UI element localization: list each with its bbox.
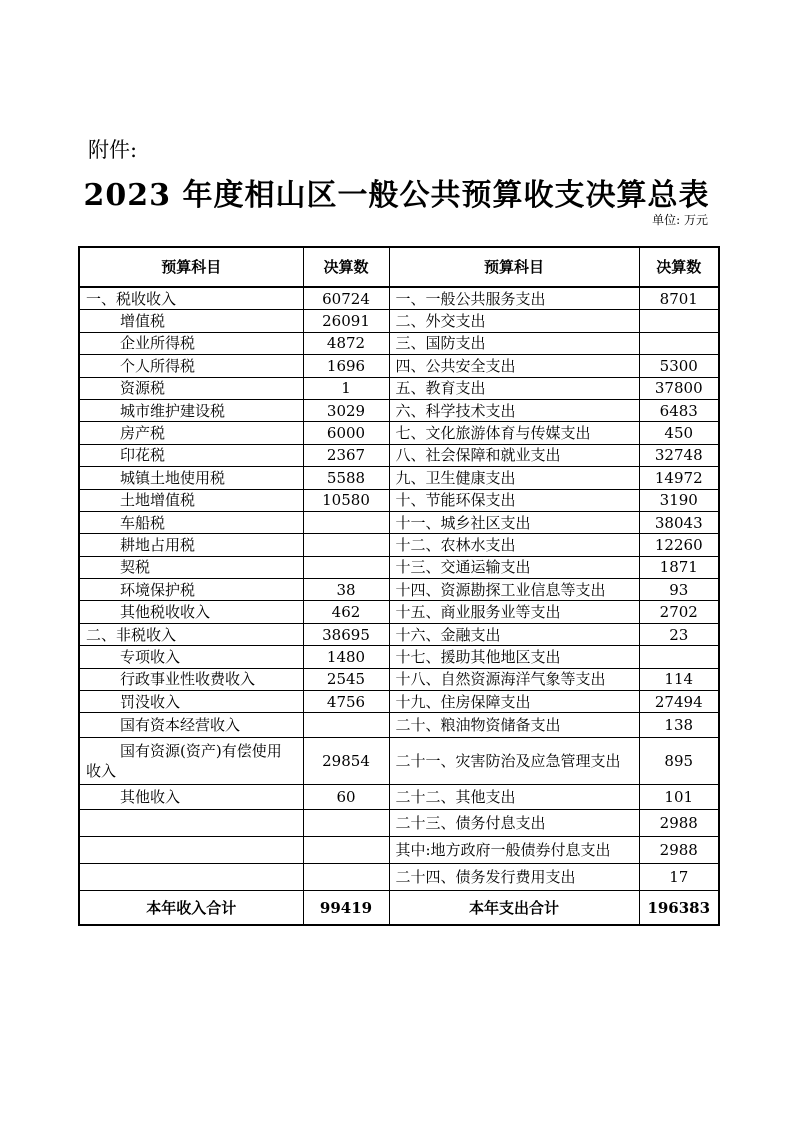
income-subject (79, 837, 303, 864)
expense-amount: 138 (639, 713, 719, 738)
expense-amount: 2988 (639, 810, 719, 837)
expense-subject: 二十四、债务发行费用支出 (389, 864, 639, 891)
income-subject (79, 864, 303, 891)
expense-subject: 十三、交通运输支出 (389, 556, 639, 578)
income-amount: 5588 (303, 467, 389, 489)
income-amount (303, 810, 389, 837)
expense-amount: 895 (639, 738, 719, 785)
table-row (79, 534, 719, 556)
attachment-label: 附件: (88, 138, 138, 162)
expense-subject: 六、科学技术支出 (389, 399, 639, 421)
table-row (79, 601, 719, 623)
income-amount (303, 864, 389, 891)
income-subject: 城市维护建设税 (79, 399, 303, 421)
expense-amount: 2702 (639, 601, 719, 623)
expense-total-value: 196383 (639, 891, 719, 926)
income-total-value: 99419 (303, 891, 389, 926)
income-subject: 环境保护税 (79, 579, 303, 601)
income-amount (303, 837, 389, 864)
table-row (79, 738, 719, 785)
income-subject: 其他收入 (79, 785, 303, 810)
income-amount: 10580 (303, 489, 389, 511)
expense-amount: 450 (639, 422, 719, 444)
income-subject: 二、非税收入 (79, 623, 303, 645)
income-subject: 其他税收收入 (79, 601, 303, 623)
table-row (79, 646, 719, 668)
income-subject: 企业所得税 (79, 332, 303, 354)
expense-subject: 其中:地方政府一般债券付息支出 (389, 837, 639, 864)
table-row (79, 623, 719, 645)
table-row (79, 399, 719, 421)
expense-amount: 3190 (639, 489, 719, 511)
income-subject: 土地增值税 (79, 489, 303, 511)
expense-subject: 四、公共安全支出 (389, 355, 639, 377)
expense-subject: 十六、金融支出 (389, 623, 639, 645)
expense-amount: 27494 (639, 691, 719, 713)
expense-amount: 6483 (639, 399, 719, 421)
table-row (79, 422, 719, 444)
expense-subject: 二、外交支出 (389, 310, 639, 332)
table-row (79, 691, 719, 713)
expense-amount-header: 决算数 (639, 247, 719, 287)
income-subject: 资源税 (79, 377, 303, 399)
expense-amount (639, 646, 719, 668)
expense-subject: 五、教育支出 (389, 377, 639, 399)
income-amount: 1696 (303, 355, 389, 377)
income-subject: 行政事业性收费收入 (79, 668, 303, 690)
income-amount: 38695 (303, 623, 389, 645)
income-amount: 462 (303, 601, 389, 623)
income-subject: 印花税 (79, 444, 303, 466)
income-amount: 38 (303, 579, 389, 601)
expense-subject: 十四、资源勘探工业信息等支出 (389, 579, 639, 601)
table-row (79, 489, 719, 511)
income-amount: 4756 (303, 691, 389, 713)
income-amount-header: 决算数 (303, 247, 389, 287)
table-header-row (79, 247, 719, 287)
income-amount: 60724 (303, 287, 389, 310)
expense-amount: 38043 (639, 511, 719, 533)
expense-amount: 37800 (639, 377, 719, 399)
income-subject: 车船税 (79, 511, 303, 533)
expense-amount (639, 310, 719, 332)
income-subject (79, 810, 303, 837)
income-subject: 增值税 (79, 310, 303, 332)
table-row (79, 377, 719, 399)
table-row (79, 713, 719, 738)
income-amount (303, 511, 389, 533)
expense-amount: 5300 (639, 355, 719, 377)
table-row (79, 668, 719, 690)
income-amount: 1480 (303, 646, 389, 668)
table-row (79, 332, 719, 354)
expense-subject: 十二、农林水支出 (389, 534, 639, 556)
expense-subject: 二十二、其他支出 (389, 785, 639, 810)
expense-subject: 七、文化旅游体育与传媒支出 (389, 422, 639, 444)
expense-amount: 101 (639, 785, 719, 810)
income-subject: 契税 (79, 556, 303, 578)
income-subject: 个人所得税 (79, 355, 303, 377)
expense-subject-header: 预算科目 (389, 247, 639, 287)
expense-subject: 二十三、债务付息支出 (389, 810, 639, 837)
expense-amount: 14972 (639, 467, 719, 489)
income-subject: 房产税 (79, 422, 303, 444)
table-row (79, 310, 719, 332)
expense-amount: 93 (639, 579, 719, 601)
expense-subject: 八、社会保障和就业支出 (389, 444, 639, 466)
income-subject: 城镇土地使用税 (79, 467, 303, 489)
expense-amount: 8701 (639, 287, 719, 310)
expense-subject: 三、国防支出 (389, 332, 639, 354)
expense-subject: 十、节能环保支出 (389, 489, 639, 511)
income-total-label: 本年收入合计 (79, 891, 303, 926)
expense-amount: 32748 (639, 444, 719, 466)
income-amount: 2545 (303, 668, 389, 690)
expense-subject: 十八、自然资源海洋气象等支出 (389, 668, 639, 690)
income-amount: 2367 (303, 444, 389, 466)
expense-subject: 二十、粮油物资储备支出 (389, 713, 639, 738)
expense-amount: 2988 (639, 837, 719, 864)
income-subject: 专项收入 (79, 646, 303, 668)
income-amount: 29854 (303, 738, 389, 785)
expense-subject: 九、卫生健康支出 (389, 467, 639, 489)
table-row (79, 355, 719, 377)
income-subject: 耕地占用税 (79, 534, 303, 556)
income-amount: 1 (303, 377, 389, 399)
table-row (79, 837, 719, 864)
expense-amount (639, 332, 719, 354)
budget-table (78, 246, 720, 926)
income-subject: 罚没收入 (79, 691, 303, 713)
income-subject: 一、税收收入 (79, 287, 303, 310)
income-amount: 6000 (303, 422, 389, 444)
table-row (79, 556, 719, 578)
expense-amount: 23 (639, 623, 719, 645)
income-amount: 3029 (303, 399, 389, 421)
income-subject: 国有资源(资产)有偿使用收入 (79, 738, 303, 785)
table-row (79, 785, 719, 810)
expense-total-label: 本年支出合计 (389, 891, 639, 926)
expense-subject: 十七、援助其他地区支出 (389, 646, 639, 668)
expense-subject: 十一、城乡社区支出 (389, 511, 639, 533)
expense-amount: 114 (639, 668, 719, 690)
page-title: 2023 年度相山区一般公共预算收支决算总表 (83, 178, 710, 213)
table-row (79, 864, 719, 891)
expense-amount: 1871 (639, 556, 719, 578)
table-row (79, 810, 719, 837)
expense-subject: 一、一般公共服务支出 (389, 287, 639, 310)
expense-subject: 十五、商业服务业等支出 (389, 601, 639, 623)
unit-label: 单位: 万元 (652, 213, 708, 227)
income-amount: 60 (303, 785, 389, 810)
income-amount: 26091 (303, 310, 389, 332)
total-row (79, 891, 719, 926)
expense-subject: 二十一、灾害防治及应急管理支出 (389, 738, 639, 785)
income-amount (303, 534, 389, 556)
income-amount (303, 556, 389, 578)
table-row (79, 511, 719, 533)
table-row (79, 579, 719, 601)
income-amount (303, 713, 389, 738)
expense-amount: 12260 (639, 534, 719, 556)
income-subject: 国有资本经营收入 (79, 713, 303, 738)
income-subject-header: 预算科目 (79, 247, 303, 287)
expense-subject: 十九、住房保障支出 (389, 691, 639, 713)
income-amount: 4872 (303, 332, 389, 354)
table-row (79, 467, 719, 489)
table-row (79, 444, 719, 466)
expense-amount: 17 (639, 864, 719, 891)
table-row (79, 287, 719, 310)
